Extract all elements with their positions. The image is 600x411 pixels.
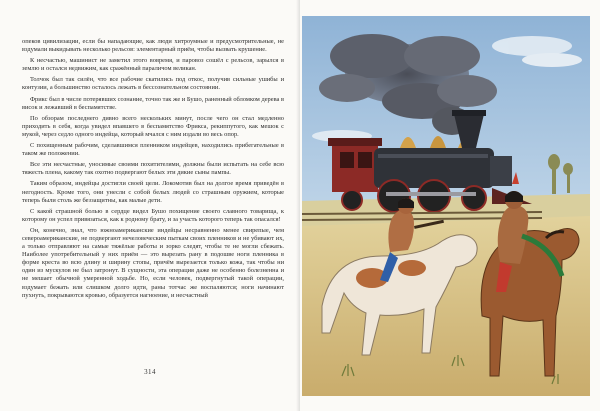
page-number: 314	[144, 368, 156, 376]
paragraph: Толчок был так силён, что все рабочие скатились под откос, получив сильные ушибы и контузии, а большинство осталось лежать в бессознательном состоянии.	[22, 76, 284, 92]
paragraph: Фрикс был в числе потерявших сознание, точно так же и Бушо, раненный обломком дерева в висок и лежавший в беспамятстве.	[22, 95, 284, 111]
paragraph: По обзорам последнего дивно всего нескольких минут, после чего он стал медленно приходить в себя, когда увидел впавшего в беспамятство Фрикса, рекиппутого, как мешок с мукой, через седло одного индейца, который мчался с ним издали во весь опор.	[22, 114, 284, 138]
paragraph: Он, конечно, знал, что южноамериканские индейцы несравненно менее свирепые, чем североамериканские, не подвергают нечеловеческим пыткам своих пленников и не убивают их, а только отправляют на самые тяжёлые работы и зорко следят, чтобы те не могли сбежать. Наиболее употребительный у них приём — это вырезать рану в подошве ноги пленника в форме креста во всю длину и ширину стопы, причём вырезается только кожа, так чтобы ни один из мускулов не был затронут. В сущности, эта операция даже не особенно болезненна и не мешает обычной умеренной ходьбе. Но, если человек, подвергнутый такой операции, вздумает бежать или слишком долго идти, раны тотчас же воспаляются; ноги начинают пухнуть, покрываются кровью, образуется нагноение, и несчастный	[22, 226, 284, 299]
right-page	[300, 0, 600, 411]
text-block	[22, 38, 284, 303]
paragraph: К несчастью, машинист не заметил этого вовремя, и паровоз сошёл с рельсов, зарылся в землю и остался недвижим, как сражённый параличом великан.	[22, 57, 284, 73]
paragraph: С какой страшной болью в сердце видел Бушо похищение своего славного товарища, к которому он успел привязаться, как к родному брату, и за участь которого теперь так опасался!	[22, 207, 284, 223]
illustration-train-and-riders	[302, 16, 590, 396]
paragraph: Таким образом, индейцы достигли своей цели. Локомотив был на долгое время приведён в негодность. Кроме того, они унесли с собой белых людей со страшным оружием, которые теперь были столь же беззащитны, как малые дети.	[22, 180, 284, 204]
paragraph: опеков цивилизации, если бы нападающие, как люди хитроумные и предусмотрительные, не вздумали выкидывать несколько рельсов: элементарный приём, чтобы вызвать крушение.	[22, 38, 284, 54]
paragraph: С похищенным рабочим, сделавшимся пленником индейцев, находились прибегательные в таком же положении.	[22, 142, 284, 158]
paragraph: Все эти несчастные, уносимые своими похитителями, должны были испытать на себе всю тяжесть плена, какому так охотно подвергают белых эти дикие сыны пампы.	[22, 161, 284, 177]
